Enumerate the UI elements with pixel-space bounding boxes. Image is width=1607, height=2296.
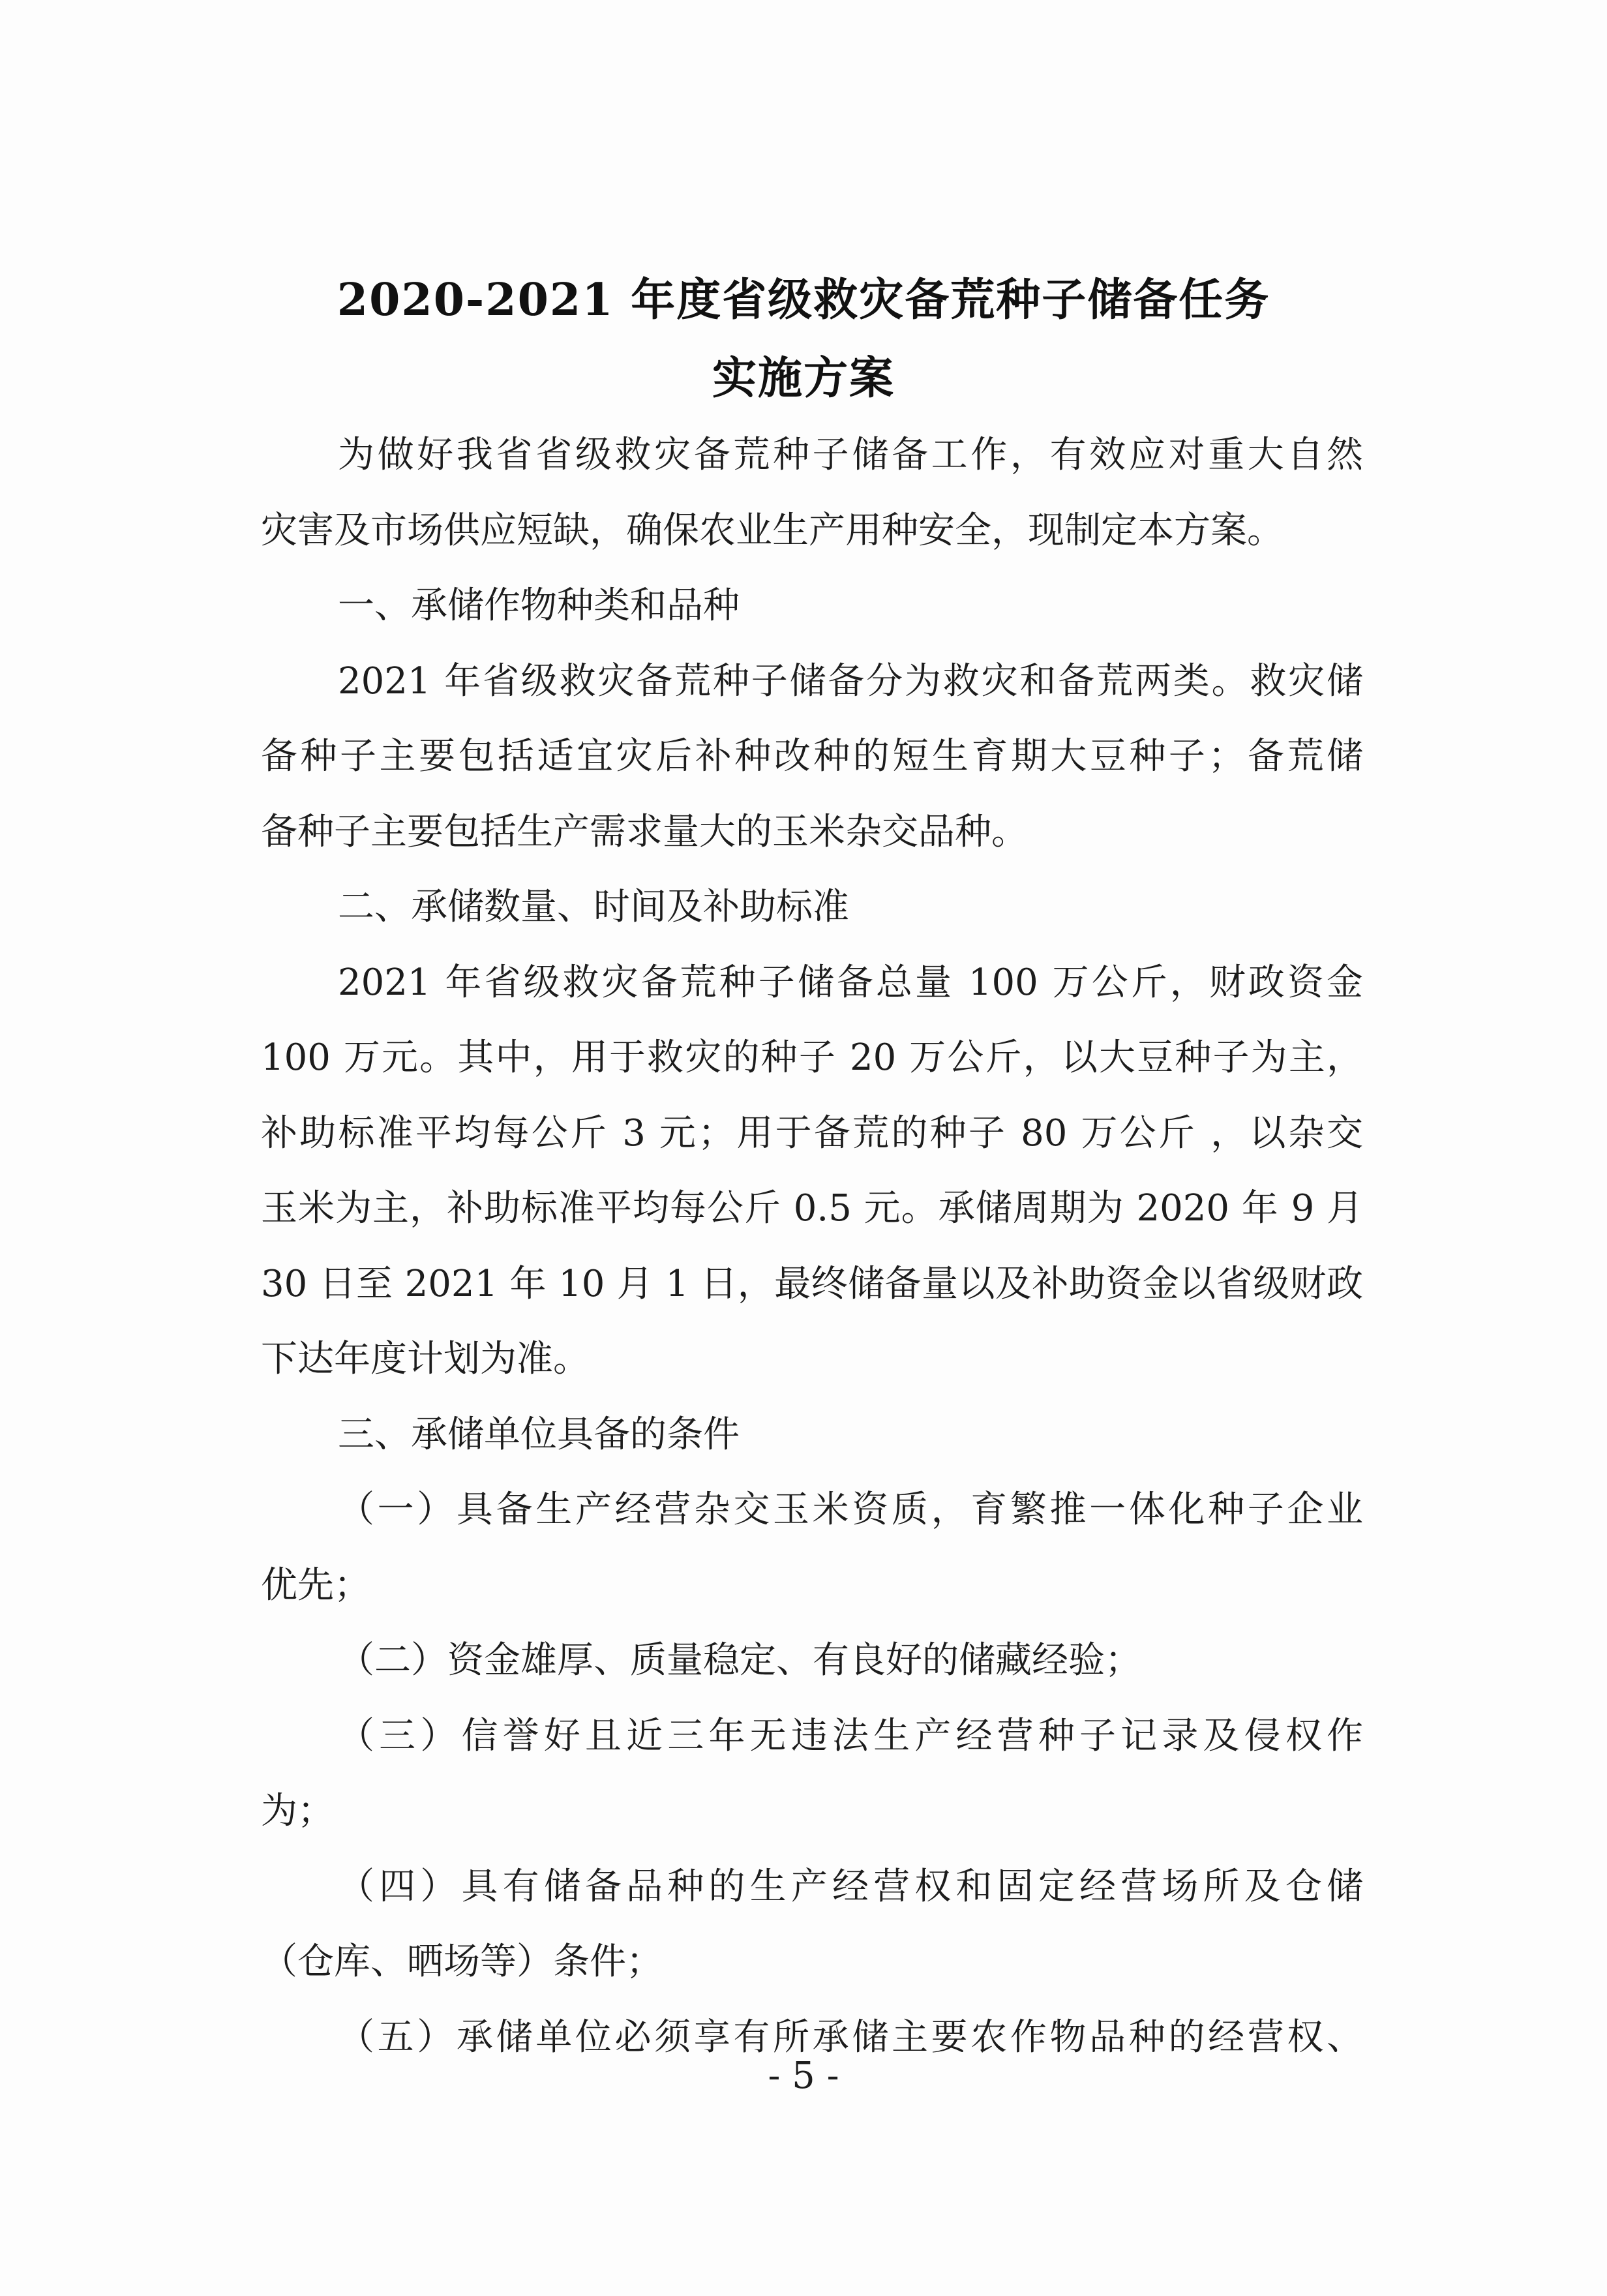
document-body: [261, 417, 1363, 2075]
paragraph-intro-line: 灾害及市场供应短缺，确保农业生产用种安全，现制定本方案。: [261, 509, 1284, 552]
list-item-line: 优先；: [261, 1563, 370, 1607]
paragraph-intro-line: 为做好我省省级救灾备荒种子储备工作，有效应对重大自然: [338, 434, 1363, 476]
section-heading: 一、承储作物种类和品种: [338, 584, 740, 627]
title-line-1: 2020-2021 年度省级救灾备荒种子储备任务: [337, 274, 1270, 326]
list-item-line: 为；: [261, 1790, 334, 1832]
list-item-line: （仓库、晒场等）条件；: [261, 1941, 663, 1983]
paragraph-line: 玉米为主，补助标准平均每公斤 0.5 元。承储周期为 2020 年 9 月: [261, 1187, 1363, 1230]
paragraph-line: 备种子主要包括适宜灾后补种改种的短生育期大豆种子；备荒储: [261, 735, 1363, 778]
list-item-line: （五）承储单位必须享有所承储主要农作物品种的经营权、: [338, 2016, 1363, 2059]
list-item-line: （四）具有储备品种的生产经营权和固定经营场所及仓储: [338, 1865, 1363, 1908]
document-title: [0, 261, 1607, 417]
list-item-line: （三）信誉好且近三年无违法生产经营种子记录及侵权作: [338, 1714, 1363, 1757]
list-item-line: （二）资金雄厚、质量稳定、有良好的储藏经验；: [338, 1639, 1141, 1682]
page-number: - 5 -: [768, 2055, 839, 2097]
paragraph-line: 下达年度计划为准。: [261, 1338, 590, 1380]
section-heading: 二、承储数量、时间及补助标准: [338, 886, 849, 928]
paragraph-line: 2021 年省级救灾备荒种子储备分为救灾和备荒两类。救灾储: [338, 659, 1363, 702]
title-line-2: 实施方案: [712, 352, 895, 404]
section-heading: 三、承储单位具备的条件: [338, 1413, 740, 1456]
list-item-line: （一）具备生产经营杂交玉米资质，育繁推一体化种子企业: [338, 1488, 1363, 1531]
paragraph-line: 2021 年省级救灾备荒种子储备总量 100 万公斤，财政资金: [338, 961, 1363, 1004]
paragraph-line: 100 万元。其中，用于救灾的种子 20 万公斤，以大豆种子为主，: [261, 1036, 1363, 1079]
paragraph-line: 补助标准平均每公斤 3 元；用于备荒的种子 80 万公斤 ，以杂交: [261, 1111, 1363, 1155]
paragraph-line: 30 日至 2021 年 10 月 1 日，最终储备量以及补助资金以省级财政: [261, 1262, 1363, 1305]
paragraph-line: 备种子主要包括生产需求量大的玉米杂交品种。: [261, 810, 1028, 853]
